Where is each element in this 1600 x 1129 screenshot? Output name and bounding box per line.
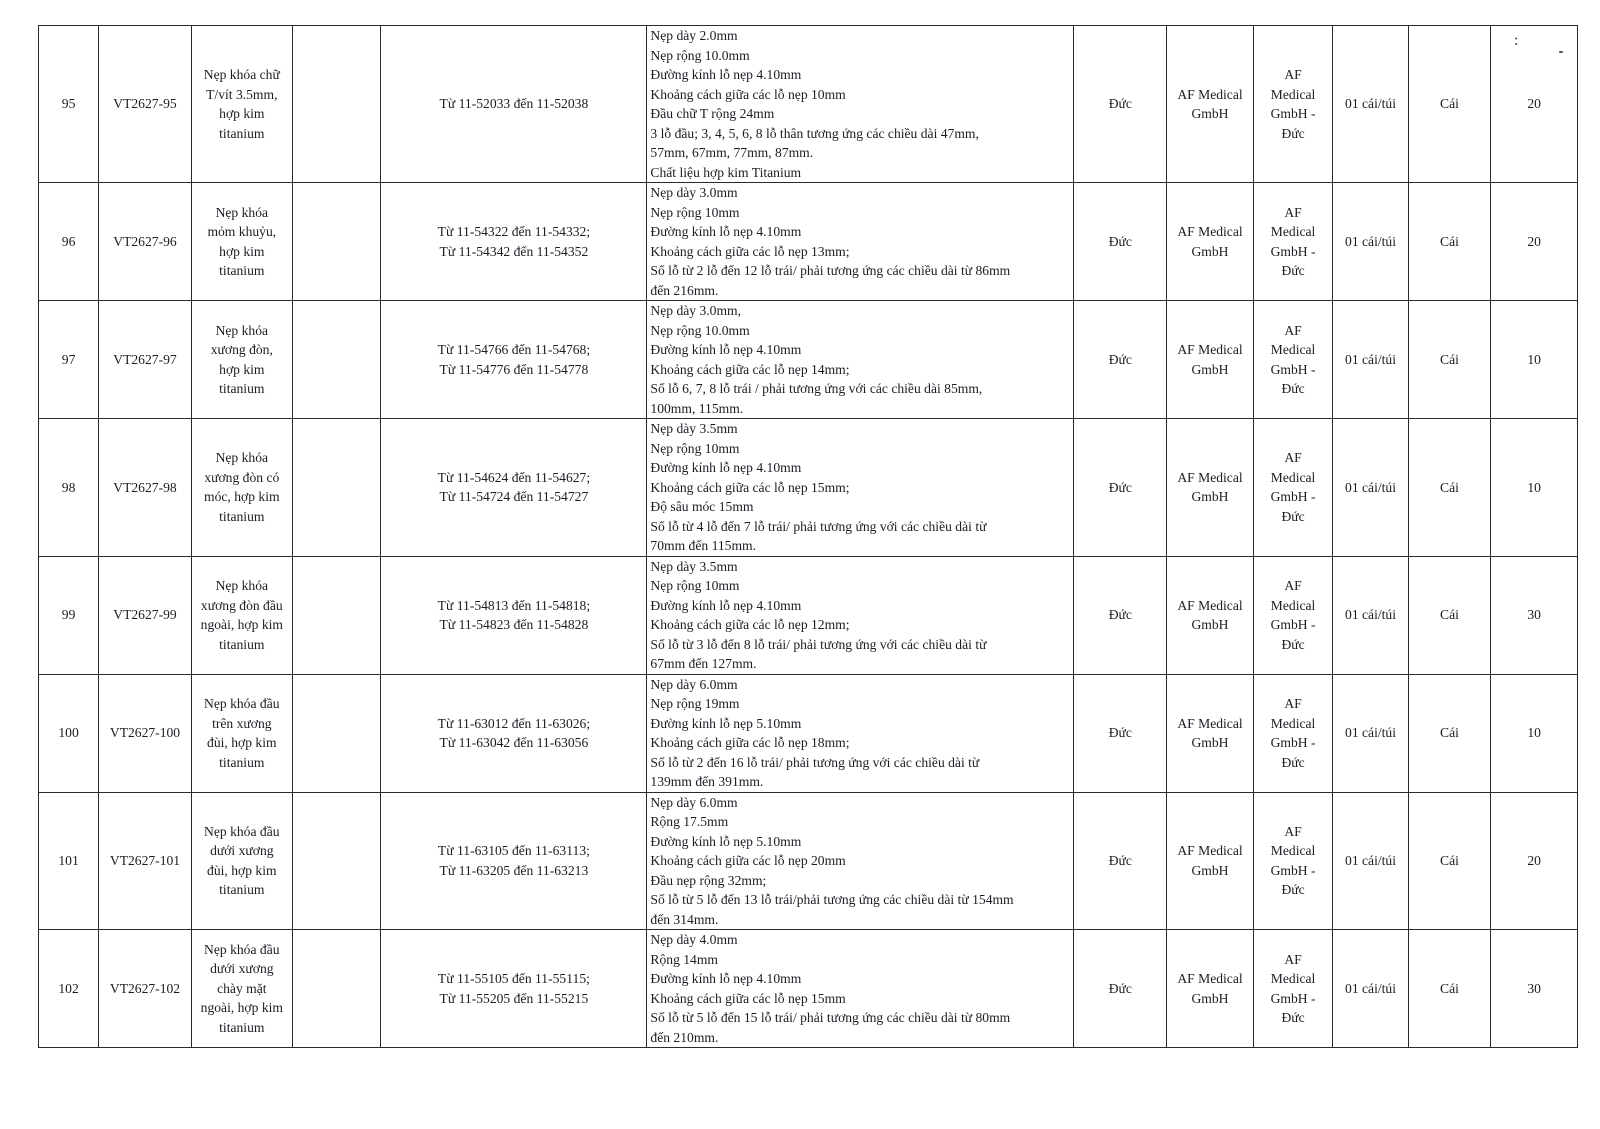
manufacturer-cell: [1167, 419, 1254, 557]
spec-line: Đường kính lỗ nẹp 4.10mm: [650, 67, 802, 82]
manufacturer-text: AF Medical GmbH: [1177, 843, 1243, 878]
origin-cell: Đức: [1074, 792, 1167, 930]
qty-cell: 20: [1491, 26, 1578, 183]
spec-line: 57mm, 67mm, 77mm, 87mm.: [650, 145, 814, 160]
manufacturer-cell: [1167, 183, 1254, 301]
model-cell: [292, 930, 381, 1048]
stt-cell: 100: [39, 674, 99, 792]
qty-cell: 20: [1491, 792, 1578, 930]
table-row: [39, 556, 1578, 674]
name-cell: [191, 26, 292, 183]
spec-line: Số lỗ từ 5 lỗ đến 15 lỗ trái/ phải tương ứng các chiều dài từ 80mm: [650, 1010, 1011, 1025]
spec-line: Đường kính lỗ nẹp 5.10mm: [650, 715, 802, 731]
spec-line: Số lỗ từ 5 lỗ đến 13 lỗ trái/phải tương ứng các chiều dài từ 154mm: [650, 892, 1014, 907]
spec-line: Nẹp dày 2.0mm: [650, 28, 738, 43]
code-cell: VT2627-98: [99, 419, 192, 557]
manufacturer-cell: [1167, 930, 1254, 1048]
code-cell: VT2627-95: [99, 26, 192, 183]
owner-text: AF Medical GmbH - Đức: [1270, 823, 1316, 898]
packing-cell: 01 cái/túi: [1333, 419, 1408, 557]
catalog-text: Từ 11-63012 đến 11-63026; Từ 11-63042 đến 11-63056: [437, 715, 591, 750]
catalog-cell: [381, 792, 647, 930]
origin-cell: Đức: [1074, 26, 1167, 183]
qty-cell: 10: [1491, 419, 1578, 557]
packing-cell: 01 cái/túi: [1333, 930, 1408, 1048]
spec-line: Đầu chữ T rộng 24mm: [650, 106, 775, 121]
spec-line: Số lỗ từ 2 lỗ đến 12 lỗ trái/ phải tương ứng các chiều dài từ 86mm: [650, 263, 1011, 278]
catalog-text: Từ 11-63105 đến 11-63113; Từ 11-63205 đến 11-63213: [437, 843, 590, 878]
stt-cell: 102: [39, 930, 99, 1048]
owner-cell: [1253, 556, 1332, 674]
specs-cell: [647, 419, 1074, 557]
spec-line: Số lỗ từ 4 lỗ đến 7 lỗ trái/ phải tương ứng với các chiều dài từ: [650, 518, 987, 534]
name-cell: [191, 792, 292, 930]
specs-cell: [647, 183, 1074, 301]
manufacturer-cell: [1167, 792, 1254, 930]
packing-cell: 01 cái/túi: [1333, 26, 1408, 183]
manufacturer-text: AF Medical GmbH: [1177, 597, 1243, 632]
stt-cell: 97: [39, 301, 99, 419]
unit-cell: Cái: [1408, 419, 1491, 557]
spec-line: Khoảng cách giữa các lỗ nẹp 18mm;: [650, 735, 850, 750]
owner-cell: [1253, 419, 1332, 557]
spec-line: Khoảng cách giữa các lỗ nẹp 13mm;: [650, 243, 850, 259]
spec-line: Nẹp rộng 10mm: [650, 578, 740, 593]
spec-line: Nẹp rộng 10mm: [650, 204, 740, 220]
catalog-text: Từ 11-54624 đến 11-54627; Từ 11-54724 đến 11-54727: [437, 469, 591, 505]
name-text: Nẹp khóa đầu dưới xương đùi, hợp kim titanium: [204, 823, 280, 898]
qty-cell: 10: [1491, 674, 1578, 792]
spec-line: Khoảng cách giữa các lỗ nẹp 12mm;: [650, 617, 850, 632]
specs-cell: [647, 792, 1074, 930]
name-text: Nẹp khóa mỏm khuỷu, hợp kim titanium: [207, 204, 277, 278]
catalog-cell: [381, 26, 647, 183]
code-cell: VT2627-100: [99, 674, 192, 792]
name-cell: [191, 419, 292, 557]
spec-line: Đường kính lỗ nẹp 4.10mm: [650, 342, 802, 357]
table-row: [39, 792, 1578, 930]
name-cell: [191, 556, 292, 674]
owner-cell: [1253, 26, 1332, 183]
model-cell: [292, 26, 381, 183]
manufacturer-text: AF Medical GmbH: [1177, 224, 1243, 259]
code-cell: VT2627-102: [99, 930, 192, 1048]
spec-line: Số lỗ 6, 7, 8 lỗ trái / phải tương ứng với các chiều dài 85mm,: [650, 381, 983, 396]
unit-cell: Cái: [1408, 26, 1491, 183]
name-cell: [191, 183, 292, 301]
table-row: [39, 930, 1578, 1048]
spec-line: Khoảng cách giữa các lỗ nẹp 15mm;: [650, 479, 850, 495]
catalog-text: Từ 11-54813 đến 11-54818; Từ 11-54823 đến 11-54828: [437, 597, 591, 632]
catalog-text: Từ 11-55105 đến 11-55115; Từ 11-55205 đến 11-55215: [437, 971, 590, 1006]
owner-cell: [1253, 792, 1332, 930]
table-row: [39, 674, 1578, 792]
spec-line: Độ sâu móc 15mm: [650, 499, 754, 514]
manufacturer-text: AF Medical GmbH: [1177, 715, 1243, 750]
owner-text: AF Medical GmbH - Đức: [1270, 951, 1316, 1025]
catalog-text: Từ 11-54766 đến 11-54768; Từ 11-54776 đến 11-54778: [437, 342, 591, 377]
owner-cell: [1253, 930, 1332, 1048]
owner-text: AF Medical GmbH - Đức: [1270, 67, 1316, 141]
owner-text: AF Medical GmbH - Đức: [1270, 204, 1316, 278]
manufacturer-cell: [1167, 556, 1254, 674]
spec-line: Nẹp rộng 10mm: [650, 440, 740, 456]
qty-cell: 10: [1491, 301, 1578, 419]
manufacturer-cell: [1167, 674, 1254, 792]
qty-cell: 30: [1491, 556, 1578, 674]
spec-line: Đầu nẹp rộng 32mm;: [650, 872, 767, 888]
packing-cell: 01 cái/túi: [1333, 792, 1408, 930]
origin-cell: Đức: [1074, 419, 1167, 557]
model-cell: [292, 183, 381, 301]
manufacturer-cell: [1167, 301, 1254, 419]
stt-cell: 96: [39, 183, 99, 301]
table-row: [39, 183, 1578, 301]
table-body: [39, 26, 1578, 1048]
spec-line: 100mm, 115mm.: [650, 400, 744, 416]
code-cell: VT2627-97: [99, 301, 192, 419]
spec-line: Khoảng cách giữa các lỗ nẹp 15mm: [650, 990, 846, 1006]
model-cell: [292, 301, 381, 419]
spec-line: Rộng 17.5mm: [650, 814, 729, 829]
name-text: Nẹp khóa xương đòn, hợp kim titanium: [210, 322, 273, 396]
name-text: Nẹp khóa đầu trên xương đùi, hợp kim titanium: [204, 696, 280, 770]
origin-cell: Đức: [1074, 674, 1167, 792]
specs-cell: [647, 556, 1074, 674]
origin-cell: Đức: [1074, 183, 1167, 301]
stt-cell: 95: [39, 26, 99, 183]
unit-cell: Cái: [1408, 301, 1491, 419]
specs-cell: [647, 930, 1074, 1048]
spec-line: Khoảng cách giữa các lỗ nẹp 10mm: [650, 86, 846, 102]
spec-line: Nẹp dày 6.0mm: [650, 794, 738, 810]
origin-cell: Đức: [1074, 556, 1167, 674]
spec-line: đến 216mm.: [650, 282, 719, 298]
spec-line: Chất liệu hợp kim Titanium: [650, 164, 802, 180]
code-cell: VT2627-99: [99, 556, 192, 674]
name-cell: [191, 930, 292, 1048]
name-text: Nẹp khóa chữ T/vít 3.5mm, hợp kim titanium: [203, 67, 280, 141]
specs-cell: [647, 301, 1074, 419]
catalog-cell: [381, 301, 647, 419]
catalog-cell: [381, 930, 647, 1048]
catalog-text: Từ 11-52033 đến 11-52038: [439, 96, 589, 112]
model-cell: [292, 419, 381, 557]
spec-line: Số lỗ từ 3 lỗ đến 8 lỗ trái/ phải tương ứng với các chiều dài từ: [650, 636, 987, 652]
model-cell: [292, 674, 381, 792]
specs-cell: [647, 674, 1074, 792]
origin-cell: Đức: [1074, 301, 1167, 419]
table-row: [39, 419, 1578, 557]
spec-line: 139mm đến 391mm.: [650, 774, 764, 789]
stt-cell: 98: [39, 419, 99, 557]
table-row: [39, 26, 1578, 183]
catalog-cell: [381, 556, 647, 674]
manufacturer-text: AF Medical GmbH: [1177, 469, 1243, 505]
packing-cell: 01 cái/túi: [1333, 556, 1408, 674]
owner-text: AF Medical GmbH - Đức: [1270, 450, 1316, 524]
spec-line: Nẹp dày 3.0mm,: [650, 303, 742, 318]
packing-cell: 01 cái/túi: [1333, 301, 1408, 419]
owner-cell: [1253, 301, 1332, 419]
manufacturer-cell: [1167, 26, 1254, 183]
spec-line: Đường kính lỗ nẹp 4.10mm: [650, 971, 802, 986]
spec-line: Khoảng cách giữa các lỗ nẹp 20mm: [650, 853, 846, 868]
spec-line: Nẹp dày 3.5mm: [650, 421, 738, 436]
spec-line: Nẹp dày 3.5mm: [650, 558, 738, 574]
spec-line: 67mm đến 127mm.: [650, 656, 757, 671]
spec-line: Nẹp rộng 10.0mm: [650, 322, 750, 338]
spec-line: Rộng 14mm: [650, 951, 719, 967]
owner-text: AF Medical GmbH - Đức: [1270, 322, 1316, 396]
owner-text: AF Medical GmbH - Đức: [1270, 578, 1316, 652]
owner-text: AF Medical GmbH - Đức: [1270, 696, 1316, 770]
equipment-table: [38, 25, 1578, 1048]
qty-cell: 20: [1491, 183, 1578, 301]
spec-line: Khoảng cách giữa các lỗ nẹp 14mm;: [650, 361, 850, 377]
spec-line: Số lỗ từ 2 đến 16 lỗ trái/ phải tương ứng với các chiều dài từ: [650, 754, 980, 770]
qty-cell: 30: [1491, 930, 1578, 1048]
table-row: [39, 301, 1578, 419]
code-cell: VT2627-101: [99, 792, 192, 930]
catalog-cell: [381, 674, 647, 792]
margin-mark: :: [1514, 32, 1519, 49]
owner-cell: [1253, 183, 1332, 301]
manufacturer-text: AF Medical GmbH: [1177, 86, 1243, 121]
spec-line: đến 314mm.: [650, 911, 719, 927]
name-text: Nẹp khóa xương đòn có móc, hợp kim titanium: [204, 450, 280, 524]
spec-line: Đường kính lỗ nẹp 5.10mm: [650, 833, 802, 849]
catalog-cell: [381, 183, 647, 301]
name-text: Nẹp khóa xương đòn đầu ngoài, hợp kim titanium: [200, 578, 283, 652]
spec-line: Đường kính lỗ nẹp 4.10mm: [650, 224, 802, 239]
spec-line: đến 210mm.: [650, 1029, 719, 1045]
model-cell: [292, 792, 381, 930]
owner-cell: [1253, 674, 1332, 792]
spec-line: Nẹp dày 3.0mm: [650, 185, 738, 200]
catalog-cell: [381, 419, 647, 557]
manufacturer-text: AF Medical GmbH: [1177, 971, 1243, 1006]
manufacturer-text: AF Medical GmbH: [1177, 342, 1243, 377]
name-cell: [191, 301, 292, 419]
code-cell: VT2627-96: [99, 183, 192, 301]
spec-line: 70mm đến 115mm.: [650, 538, 757, 553]
spec-line: Nẹp rộng 19mm: [650, 696, 740, 711]
packing-cell: 01 cái/túi: [1333, 183, 1408, 301]
specs-cell: [647, 26, 1074, 183]
spec-line: Đường kính lỗ nẹp 4.10mm: [650, 597, 802, 613]
name-cell: [191, 674, 292, 792]
unit-cell: Cái: [1408, 183, 1491, 301]
spec-line: Nẹp dày 6.0mm: [650, 676, 738, 692]
catalog-text: Từ 11-54322 đến 11-54332; Từ 11-54342 đến 11-54352: [437, 224, 591, 259]
origin-cell: Đức: [1074, 930, 1167, 1048]
spec-line: Đường kính lỗ nẹp 4.10mm: [650, 460, 802, 475]
model-cell: [292, 556, 381, 674]
unit-cell: Cái: [1408, 556, 1491, 674]
spec-line: 3 lỗ đầu; 3, 4, 5, 6, 8 lỗ thân tương ứng các chiều dài 47mm,: [650, 125, 979, 141]
spec-line: Nẹp dày 4.0mm: [650, 932, 738, 947]
unit-cell: Cái: [1408, 792, 1491, 930]
unit-cell: Cái: [1408, 930, 1491, 1048]
unit-cell: Cái: [1408, 674, 1491, 792]
spec-line: Nẹp rộng 10.0mm: [650, 47, 750, 63]
name-text: Nẹp khóa đầu dưới xương chày mặt ngoài, hợp kim titanium: [200, 941, 283, 1035]
stt-cell: 101: [39, 792, 99, 930]
stt-cell: 99: [39, 556, 99, 674]
packing-cell: 01 cái/túi: [1333, 674, 1408, 792]
